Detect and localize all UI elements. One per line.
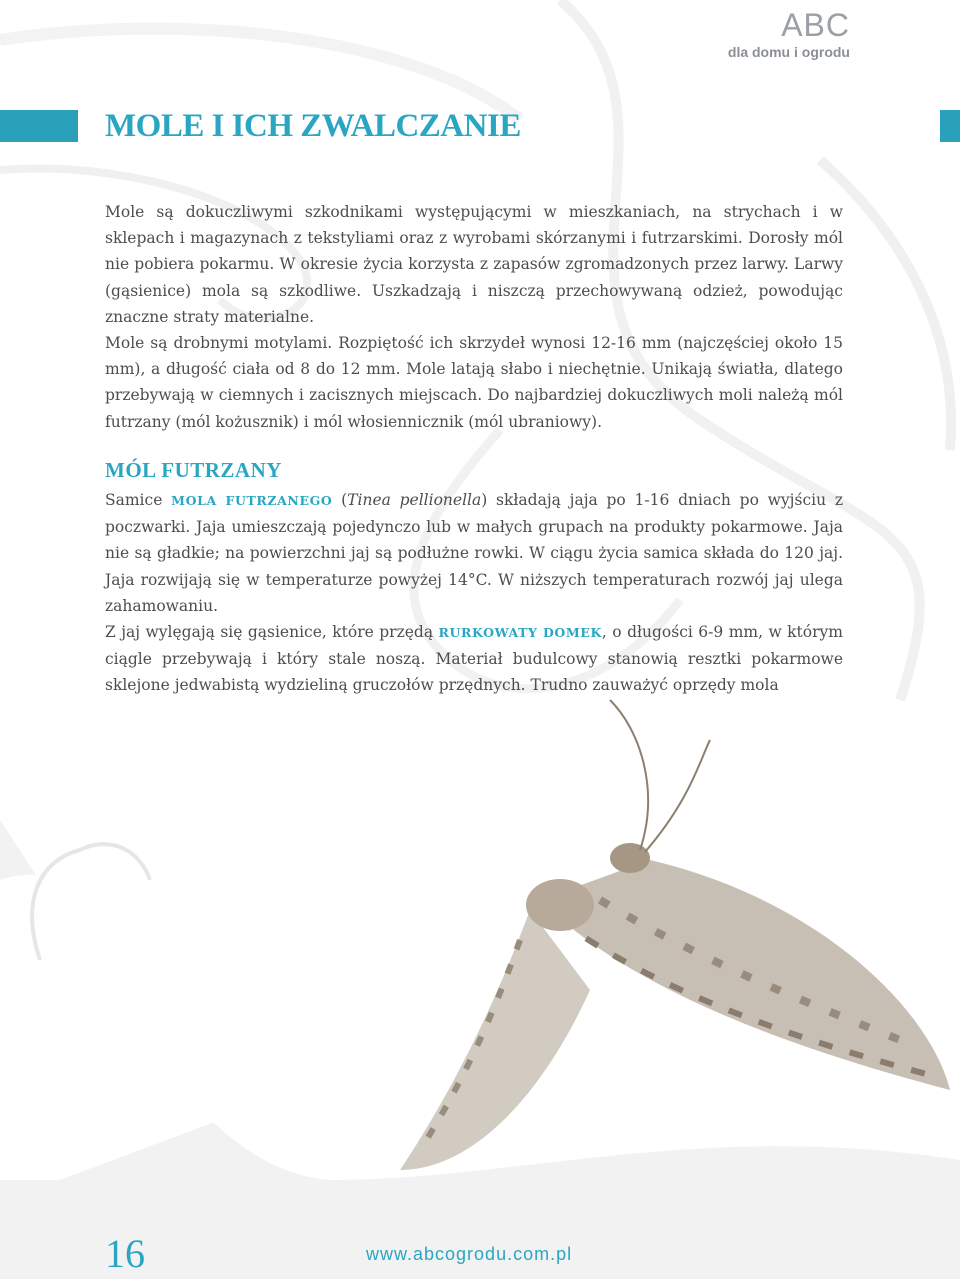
section-paragraph-2: [105, 619, 843, 699]
title-bar-right: [940, 110, 960, 142]
term-mola-futrzanego: MOLA FUTRZANEGO: [171, 493, 333, 508]
logo-subtitle: dla domu i ogrodu: [727, 44, 850, 60]
moth-illustration: [400, 700, 950, 1170]
intro-text: [105, 199, 843, 435]
footer-url: www.abcogrodu.com.pl: [366, 1244, 573, 1264]
page-number: 16: [105, 1231, 145, 1276]
p2-rest: , o długości 6-9 mm, w którym ciągle przebywają i który stale noszą. Materiał budulcowy stanowią resztki pokarmowe sklejone jedwabistą wydzieliną gruczołów przędnych. Trudno zauważyć oprzędy mola: [105, 623, 843, 695]
section-heading: MÓL FUTRZANY: [105, 458, 282, 482]
page-title: MOLE I ICH ZWALCZANIE: [105, 108, 521, 144]
p1-start: Samice: [105, 491, 172, 509]
section-paragraph-1: [105, 487, 843, 619]
latin-name: Tinea pellionella: [347, 491, 482, 509]
logo-brand: ABC: [781, 7, 850, 43]
title-bar-left: [0, 110, 78, 142]
p2-start: Z jaj wylęgają się gąsienice, które przędą: [105, 623, 439, 642]
p1-rest: ) składają jaja po 1-16 dniach po wyjściu z poczwarki. Jaja umieszczają pojedynczo lub w małych grupach na produkty pokarmowe. Jaja nie są gładkie; na powierzchni jaj są podłużne rowki. W ciągu życia samica składa do 120 jaj. Jaja rozwijają się w temperaturze powyżej 14°C. W niższych temperaturach rozwój jaj ulega zahamowaniu.: [105, 491, 843, 615]
term-rurkowaty-domek: RURKOWATY DOMEK: [438, 625, 602, 641]
intro-paragraph-2: Mole są drobnymi motylami. Rozpiętość ich skrzydeł wynosi 12-16 mm (najczęściej około 15 mm), a długość ciała od 8 do 12 mm. Mole latają słabo i niechętnie. Unikają światła, dlatego przebywają w ciemnych i zacisznych miejscach. Do najbardziej dokuczliwych moli należą mól futrzany (mól kożusznik) i mól włosiennicznik (mól ubraniowy).: [105, 334, 843, 431]
logo: [728, 8, 850, 60]
section-text: [105, 487, 843, 699]
intro-paragraph-1: Mole są dokuczliwymi szkodnikami występującymi w mieszkaniach, na strychach i w sklepach i magazynach z tekstyliami oraz z wyrobami skórzanymi i futrzarskimi. Dorosły mól nie pobiera pokarmu. W okresie życia korzysta z zapasów zgromadzonych przez larwy. Larwy (gąsienice) mola są szkodliwe. Uszkadzają i niszczą przechowywaną odzież, powodując znaczne straty materialne.: [105, 203, 843, 326]
p1-paren: (: [332, 491, 348, 509]
